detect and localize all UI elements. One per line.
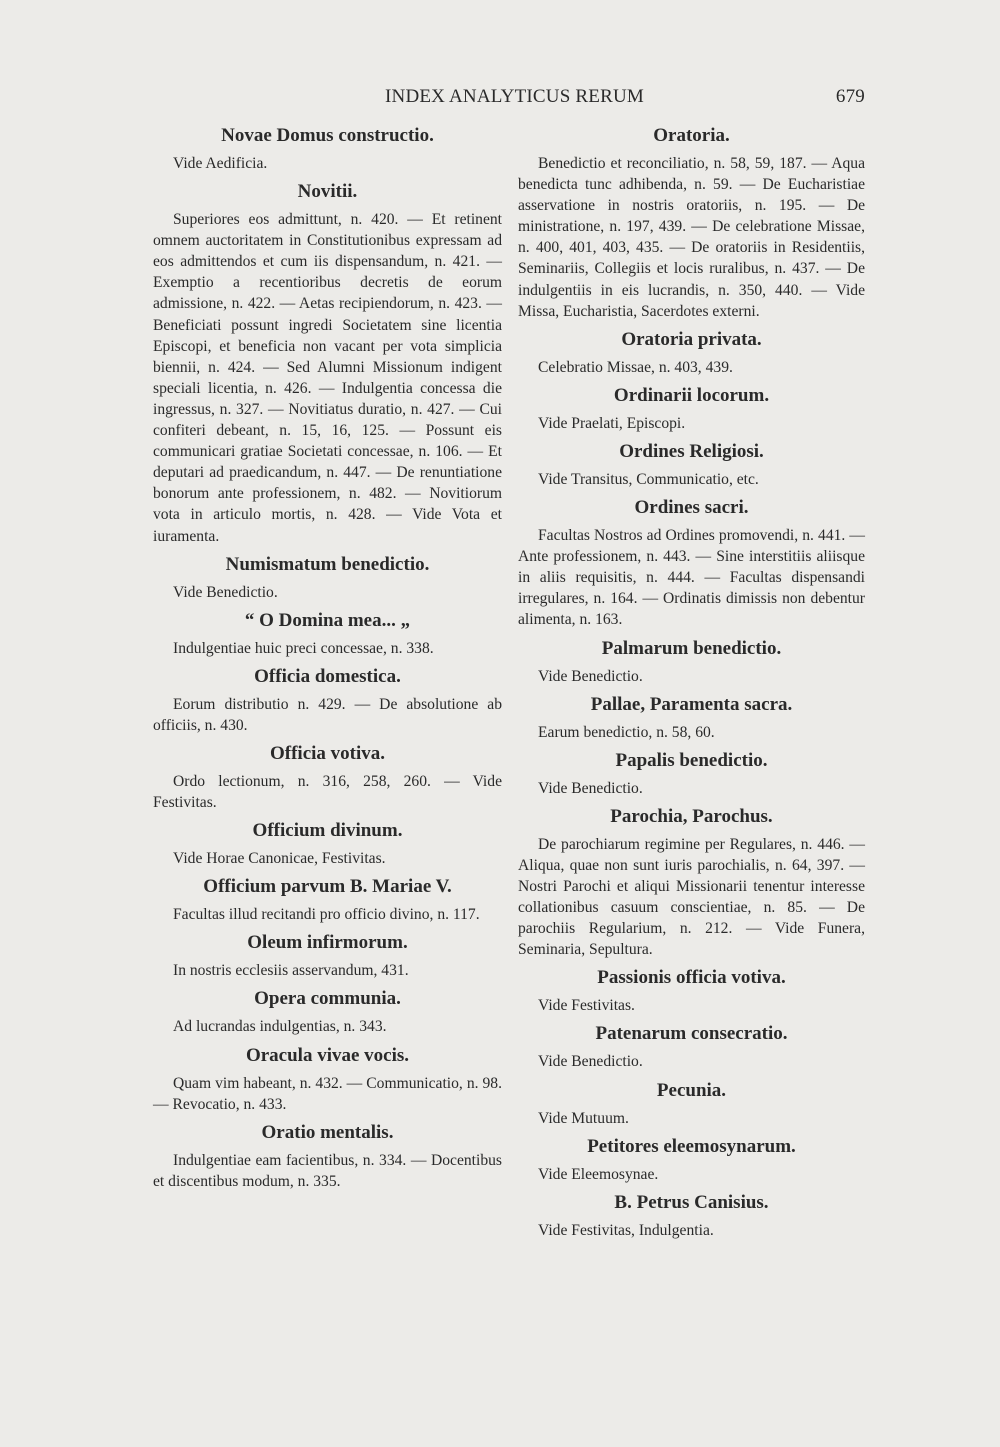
entry-heading: Officia votiva. <box>269 742 386 764</box>
entry-heading: Papalis benedictio. <box>615 749 768 771</box>
entry-heading: Petitores eleemosynarum. <box>587 1135 796 1157</box>
entry-text: Vide Mutuum. <box>538 1109 629 1127</box>
index-entry <box>518 966 865 1016</box>
entry-heading: Officium divinum. <box>252 820 403 842</box>
entry-heading: Officium parvum B. Mariae V. <box>203 876 452 898</box>
entry-text: Vide Festivitas, Indulgentia. <box>538 1221 714 1239</box>
entry-heading: B. Petrus Canisius. <box>614 1191 769 1213</box>
entry-heading: Opera communia. <box>254 988 401 1010</box>
index-entry <box>518 124 865 322</box>
page-number: 679 <box>835 86 865 107</box>
running-head <box>150 86 865 108</box>
entry-heading: Novae Domus constructio. <box>221 125 434 146</box>
entry-text: Facultas illud recitandi pro officio divino, n. 117. <box>173 906 480 924</box>
right-column <box>518 118 865 1247</box>
index-entry <box>153 609 502 659</box>
entry-heading: “ O Domina mea... „ <box>244 609 411 631</box>
entry-text: Quam vim habeant, n. 432. — Communicatio, n. 98. — Revocatio, n. 433. <box>153 1074 502 1113</box>
index-entry <box>153 819 502 869</box>
index-entry <box>153 124 502 174</box>
index-entry <box>518 749 865 799</box>
entry-heading: Oratoria. <box>653 125 730 146</box>
entry-text: Ordo lectionum, n. 316, 258, 260. — Vide Festivitas. <box>153 772 502 812</box>
entry-text: Vide Benedictio. <box>173 583 278 601</box>
entry-text: Indulgentiae eam facientibus, n. 334. — Docentibus et discentibus modum, n. 335. <box>153 1151 502 1190</box>
entry-text: Vide Festivitas. <box>538 997 635 1015</box>
index-entry <box>153 931 502 981</box>
index-entry <box>153 1044 502 1115</box>
entry-text: In nostris ecclesiis asservandum, 431. <box>173 962 409 980</box>
entry-text: Benedictio et reconciliatio, n. 58, 59, 187. — Aqua benedicta tunc adhibenda, n. 59. — De Eucharistiae asservatione in nostris oratoriis, n. 195. — De ministratione, n. 197, 439. — De celebratione Missae, n. 400, 401, 403, 435. — De oratoriis in Residentiis, Seminariis, Collegiis et locis ruralibus, n. 437. — De indulgentiis in eis lucrandis, n. 350, 440. — Vide Missa, Eucharistia, Sacerdotes externi. <box>518 155 865 320</box>
entry-text: Ad lucrandas indulgentias, n. 343. <box>173 1018 387 1036</box>
index-entry <box>518 496 865 630</box>
running-title: INDEX ANALYTICUS RERUM <box>385 86 644 107</box>
index-entry <box>518 328 865 378</box>
entry-text: Superiores eos admittunt, n. 420. — Et retinent omnem auctoritatem in Constitutionibus expressam ad eos admittendos et cum iis dispensandum, n. 421. — Exemptio a recentioribus decretis de eorum admissione, n. 422. — Aetas recipiendorum, n. 423. — Beneficiati possunt ingredi Societatem sine licentia Episcopi, et beneficia non vacant per vota simplicia biennii, n. 424. — Sed Alumni Missionum indigent speciali licentia, n. 426. — Indulgentia concessa die ingressus, n. 327. — Novitiatus duratio, n. 427. — Cui confiteri debeant, n. 15, 16, 125. — Possunt eis communicari gratiae Societati concessae, n. 106. — Et deputari ad praedicandum, n. 447. — De renuntiatione bonorum ante professionem, n. 482. — Novitiorum vota in articulo mortis, n. 428. — Vide Vota et iuramenta. <box>153 211 502 545</box>
entry-heading: Officia domestica. <box>254 665 401 687</box>
entry-text: Celebratio Missae, n. 403, 439. <box>538 358 733 376</box>
entry-text: Vide Horae Canonicae, Festivitas. <box>173 850 386 868</box>
index-entry <box>153 665 502 736</box>
entry-heading: Numismatum benedictio. <box>225 553 430 575</box>
left-column <box>153 118 502 1198</box>
entry-heading: Ordinarii locorum. <box>613 384 770 406</box>
entry-heading: Oleum infirmorum. <box>247 932 408 954</box>
entry-text: Vide Benedictio. <box>538 1053 643 1071</box>
index-entry <box>153 742 502 813</box>
entry-heading: Parochia, Parochus. <box>610 805 773 827</box>
entry-heading: Ordines sacri. <box>634 497 749 519</box>
entry-text: Earum benedictio, n. 58, 60. <box>538 723 715 741</box>
entry-text: Vide Benedictio. <box>538 667 643 685</box>
entry-heading: Ordines Religiosi. <box>619 440 764 462</box>
index-entry <box>153 180 502 547</box>
entry-heading: Patenarum consecratio. <box>595 1023 788 1045</box>
entry-text: Vide Eleemosynae. <box>538 1165 659 1183</box>
index-entry <box>153 1121 502 1192</box>
index-entry <box>518 1079 865 1129</box>
index-entry <box>518 1135 865 1185</box>
entry-text: Indulgentiae huic preci concessae, n. 338. <box>173 639 434 657</box>
entry-text: Vide Benedictio. <box>538 779 643 797</box>
index-entry <box>518 637 865 687</box>
entry-heading: Passionis officia votiva. <box>597 967 786 989</box>
entry-text: Vide Transitus, Communicatio, etc. <box>538 470 759 488</box>
entry-text: Vide Praelati, Episcopi. <box>538 414 686 432</box>
index-entry <box>518 805 865 961</box>
index-entry <box>153 875 502 925</box>
entry-text: De parochiarum regimine per Regulares, n. 446. — Aliqua, quae non sunt iuris parochialis, n. 64, 397. — Nostri Parochi et aliqui Missionarii tenentur interesse collationibus casuum conscientiae, n. 85. — De parochiis Regularium, n. 212. — Vide Funera, Seminaria, Sepultura. <box>518 835 865 959</box>
index-entry <box>518 1022 865 1072</box>
index-entry <box>518 440 865 490</box>
entry-heading: Novitii. <box>297 181 358 203</box>
entry-heading: Pecunia. <box>656 1079 727 1101</box>
entry-text: Facultas Nostros ad Ordines promovendi, n. 441. — Ante professionem, n. 443. — Sine interstitiis aliisque in aliis requisitis, n. 444. — Facultas dispensandi irregulares, n. 164. — Ordinatis dimissis non debentur alimenta, n. 163. <box>518 527 865 629</box>
entry-text: Vide Aedificia. <box>173 155 268 172</box>
entry-text: Eorum distributio n. 429. — De absolutione ab officiis, n. 430. <box>153 695 502 734</box>
index-entry <box>518 384 865 434</box>
entry-heading: Pallae, Paramenta sacra. <box>590 693 793 715</box>
entry-heading: Oratio mentalis. <box>261 1121 394 1143</box>
index-entry <box>153 553 502 603</box>
entry-heading: Oratoria privata. <box>621 328 762 350</box>
index-entry <box>518 1191 865 1241</box>
entry-heading: Palmarum benedictio. <box>601 637 782 659</box>
entry-heading: Oracula vivae vocis. <box>245 1044 410 1066</box>
index-entry <box>153 987 502 1037</box>
index-entry <box>518 693 865 743</box>
